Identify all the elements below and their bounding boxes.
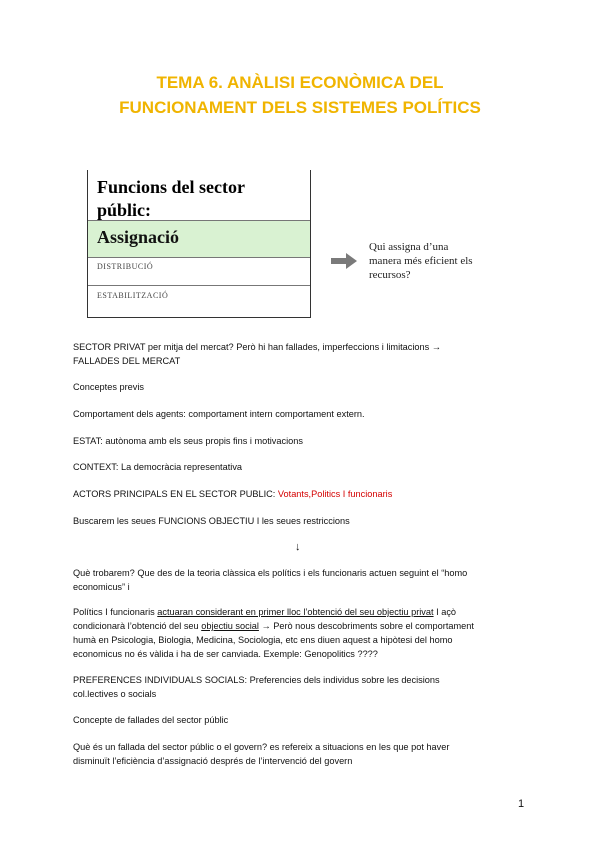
title-line-2: FUNCIONAMENT DELS SISTEMES POLÍTICS — [119, 98, 481, 117]
text-line — [73, 605, 527, 619]
assignment-question — [369, 240, 499, 282]
text-span: Polítics I funcionaris — [73, 607, 158, 617]
diagram-heading-line-1: Funcions del sector — [97, 177, 245, 197]
estabilitzacio-label: ESTABILITZACIÓ — [97, 291, 169, 300]
text-span: I açò — [433, 607, 457, 617]
functions-diagram — [87, 170, 311, 318]
distribucio-label: DISTRIBUCIÓ — [97, 262, 154, 271]
right-arrow-icon — [331, 253, 357, 269]
paragraph-preferences — [73, 673, 527, 701]
paragraph-funcions-objectiu: Buscarem les seues FUNCIONS OBJECTIU I les seues restriccions — [73, 516, 350, 526]
page-number: 1 — [518, 798, 525, 810]
underlined-text: actuaran considerant en primer lloc l’obtenció del seu objectiu privat — [157, 607, 434, 617]
text-line: Què trobarem? Que des de la teoria clàssica els polítics i els funcionaris actuen seguint el “homo — [73, 568, 468, 578]
assignacio-label: Assignació — [97, 227, 180, 247]
paragraph-sector-privat — [73, 340, 527, 368]
paragraph-politics-funcionaris — [73, 605, 527, 661]
text-line: humà en Psicologia, Biologia, Medicina, Sociologia, etc ens diuen aquest a hipòtesi del homo — [73, 635, 453, 645]
text-line — [73, 619, 527, 633]
question-line-2: manera més eficient els — [369, 255, 473, 267]
title-line-1: TEMA 6. ANÀLISI ECONÒMICA DEL — [156, 73, 444, 92]
paragraph-context: CONTEXT: La democràcia representativa — [73, 462, 243, 472]
underlined-text: objectiu social — [201, 621, 259, 631]
question-line-3: recursos? — [369, 269, 411, 281]
text-line: PREFERENCES INDIVIDUALS SOCIALS: Preferencies dels individus sobre les decisions — [73, 675, 440, 685]
assignacio-row — [88, 220, 310, 258]
paragraph-conceptes-previs: Conceptes previs — [73, 382, 144, 392]
paragraph-que-es-fallada — [73, 740, 527, 768]
diagram-heading — [97, 176, 245, 222]
text-span: → Però nous descobriments sobre el comportament — [258, 621, 474, 631]
text-line: col.lectives o socials — [73, 689, 157, 699]
text-line: economicus” i — [73, 582, 130, 592]
paragraph-comportament: Comportament dels agents: comportament intern comportament extern. — [73, 409, 365, 419]
question-line-1: Qui assigna d’una — [369, 241, 449, 253]
text-line: disminuït l’eficiència d’assignació després de l’intervenció del govern — [73, 756, 353, 766]
paragraph-estat: ESTAT: autònoma amb els seus propis fins i motivacions — [73, 436, 303, 446]
text-span: condicionarà l’obtenció del seu — [73, 621, 202, 631]
paragraph-que-trobarem — [73, 566, 527, 594]
text-line: SECTOR PRIVAT per mitja del mercat? Però hi han fallades, imperfeccions i limitacions → — [73, 342, 441, 352]
page-title — [40, 70, 560, 120]
paragraph-actors — [73, 487, 527, 501]
text-line: economicus no és vàlida i ha de ser canviada. Exemple: Genopolitics ???? — [73, 649, 378, 659]
text-line: FALLADES DEL MERCAT — [73, 356, 181, 366]
text-line: Què és un fallada del sector públic o el govern? es refereix a situacions en les que pot haver — [73, 742, 450, 752]
down-arrow-icon: ↓ — [295, 541, 301, 553]
row-divider — [88, 285, 310, 286]
diagram-heading-line-2: públic: — [97, 200, 152, 220]
paragraph-concepte-fallades: Concepte de fallades del sector públic — [73, 715, 229, 725]
actors-label: ACTORS PRINCIPALS EN EL SECTOR PUBLIC: — [73, 489, 278, 499]
actors-list: Votants,Politics I funcionaris — [277, 489, 393, 499]
